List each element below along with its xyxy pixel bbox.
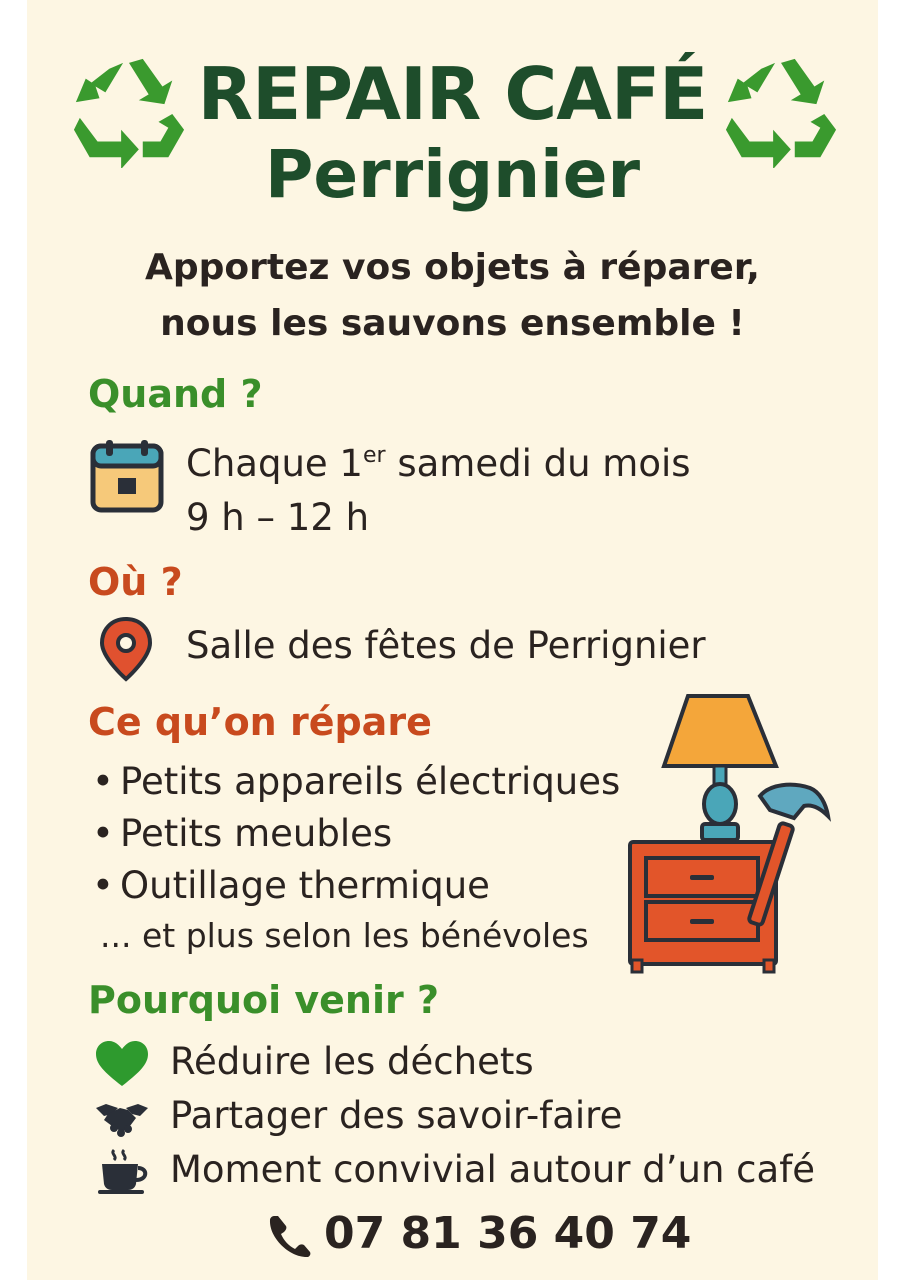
tagline-line-2: nous les sauvons ensemble ! [160, 303, 745, 344]
why-item-text: Moment convivial autour d’un café [170, 1148, 815, 1191]
poster-subtitle: Perrignier [264, 136, 641, 213]
when-heading: Quand ? [88, 372, 263, 416]
phone-number[interactable]: 07 81 36 40 74 [324, 1208, 692, 1259]
list-item: • Petits meubles [92, 812, 393, 855]
repairs-more: ... et plus selon les bénévoles [100, 916, 589, 955]
calendar-icon [90, 438, 164, 514]
when-hours: 9 h – 12 h [186, 496, 370, 539]
heart-icon [94, 1040, 150, 1088]
where-heading: Où ? [88, 560, 183, 604]
map-pin-icon [98, 616, 154, 682]
coffee-cup-icon [96, 1148, 150, 1194]
phone-icon [268, 1214, 312, 1258]
why-item-text: Réduire les déchets [170, 1040, 534, 1083]
poster-title: REPAIR CAFÉ [197, 52, 708, 136]
list-item: • Petits appareils électriques [92, 760, 621, 803]
lamp-icon [664, 696, 776, 840]
repair-illustration [620, 692, 835, 974]
where-place: Salle des fêtes de Perrignier [186, 624, 706, 667]
repairs-heading: Ce qu’on répare [88, 700, 432, 744]
tagline-line-1: Apportez vos objets à réparer, [145, 247, 760, 288]
list-item: • Outillage thermique [92, 864, 490, 907]
when-schedule: Chaque 1er samedi du mois [186, 442, 691, 485]
why-heading: Pourquoi venir ? [88, 978, 439, 1022]
handshake-icon [94, 1098, 150, 1140]
why-item-text: Partager des savoir-faire [170, 1094, 623, 1137]
